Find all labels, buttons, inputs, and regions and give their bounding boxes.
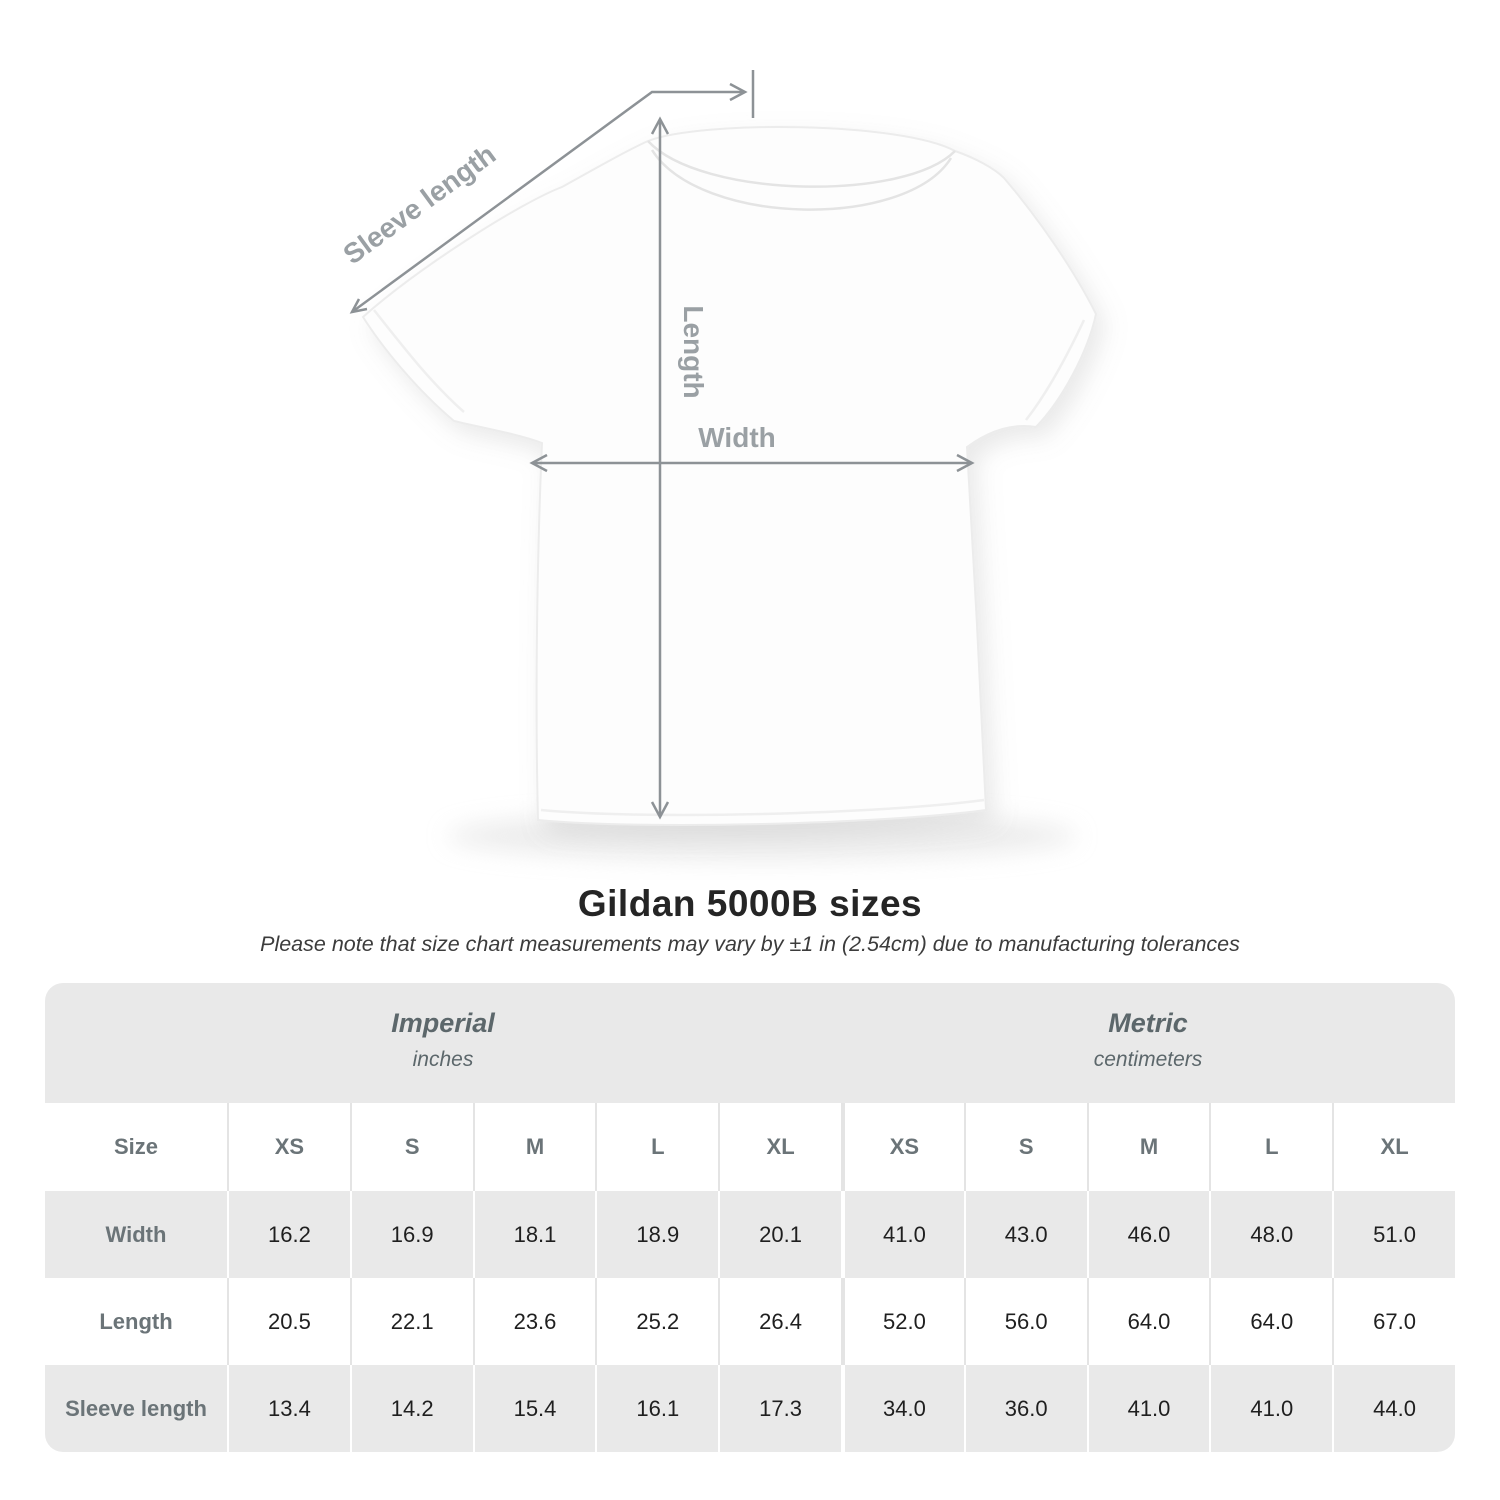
page-title: Gildan 5000B sizes (577, 883, 923, 924)
size-col-header: M (1087, 1103, 1210, 1191)
size-header: Size (113, 1134, 159, 1159)
size-col-header: L (1209, 1103, 1332, 1191)
table-cell: 43.0 (964, 1191, 1087, 1278)
table-cell: 13.4 (227, 1365, 350, 1452)
table-cell: 41.0 (841, 1191, 964, 1278)
table-cell: 36.0 (964, 1365, 1087, 1452)
size-col-header: XL (1332, 1103, 1455, 1191)
table-cell: 51.0 (1332, 1191, 1455, 1278)
size-col-header: S (964, 1103, 1087, 1191)
unit-group-metric (841, 983, 1455, 1103)
table-cell: 14.2 (350, 1365, 473, 1452)
table-cell: 41.0 (1087, 1365, 1210, 1452)
tshirt-illustration (363, 127, 1096, 825)
row-label-length: Length (99, 1308, 173, 1334)
metric-label: Metric (1108, 1008, 1188, 1038)
table-row-sleeve-length (45, 1365, 1455, 1452)
table-cell: 16.2 (227, 1191, 350, 1278)
unit-group-imperial (45, 983, 841, 1103)
table-cell: 25.2 (595, 1278, 718, 1365)
table-cell: 18.9 (595, 1191, 718, 1278)
size-col-header: L (595, 1103, 718, 1191)
table-cell: 16.9 (350, 1191, 473, 1278)
table-cell: 52.0 (841, 1278, 964, 1365)
table-cell: 22.1 (350, 1278, 473, 1365)
size-col-header: S (350, 1103, 473, 1191)
length-label: Length (678, 305, 709, 399)
table-cell: 44.0 (1332, 1365, 1455, 1452)
size-table (45, 983, 1455, 1452)
size-header-row (45, 1103, 1455, 1191)
size-col-header: XS (227, 1103, 350, 1191)
table-cell: 26.4 (718, 1278, 841, 1365)
size-col-header: M (473, 1103, 596, 1191)
table-cell: 56.0 (964, 1278, 1087, 1365)
row-label-width: Width (105, 1221, 167, 1247)
table-cell: 17.3 (718, 1365, 841, 1452)
table-cell: 46.0 (1087, 1191, 1210, 1278)
table-cell: 41.0 (1209, 1365, 1332, 1452)
imperial-label: Imperial (391, 1008, 495, 1038)
table-cell: 20.5 (227, 1278, 350, 1365)
table-cell: 15.4 (473, 1365, 596, 1452)
table-cell: 34.0 (841, 1365, 964, 1452)
metric-unit: centimeters (1093, 1048, 1203, 1071)
table-cell: 67.0 (1332, 1278, 1455, 1365)
unit-header-band (45, 983, 1455, 1103)
tolerance-note: Please note that size chart measurements may vary by ±1 in (2.54cm) due to manufacturing tolerances (260, 932, 1240, 956)
table-cell: 20.1 (718, 1191, 841, 1278)
table-cell: 18.1 (473, 1191, 596, 1278)
sleeve-length-label: Sleeve length (337, 138, 502, 271)
table-row-length (45, 1278, 1455, 1365)
table-cell: 64.0 (1209, 1278, 1332, 1365)
size-col-header: XL (718, 1103, 841, 1191)
table-row-width (45, 1191, 1455, 1278)
table-cell: 64.0 (1087, 1278, 1210, 1365)
width-label: Width (698, 422, 776, 453)
table-cell: 23.6 (473, 1278, 596, 1365)
table-cell: 16.1 (595, 1365, 718, 1452)
imperial-unit: inches (412, 1048, 474, 1071)
size-col-header: XS (841, 1103, 964, 1191)
table-cell: 48.0 (1209, 1191, 1332, 1278)
row-label-sleeve-length: Sleeve length (65, 1395, 207, 1421)
